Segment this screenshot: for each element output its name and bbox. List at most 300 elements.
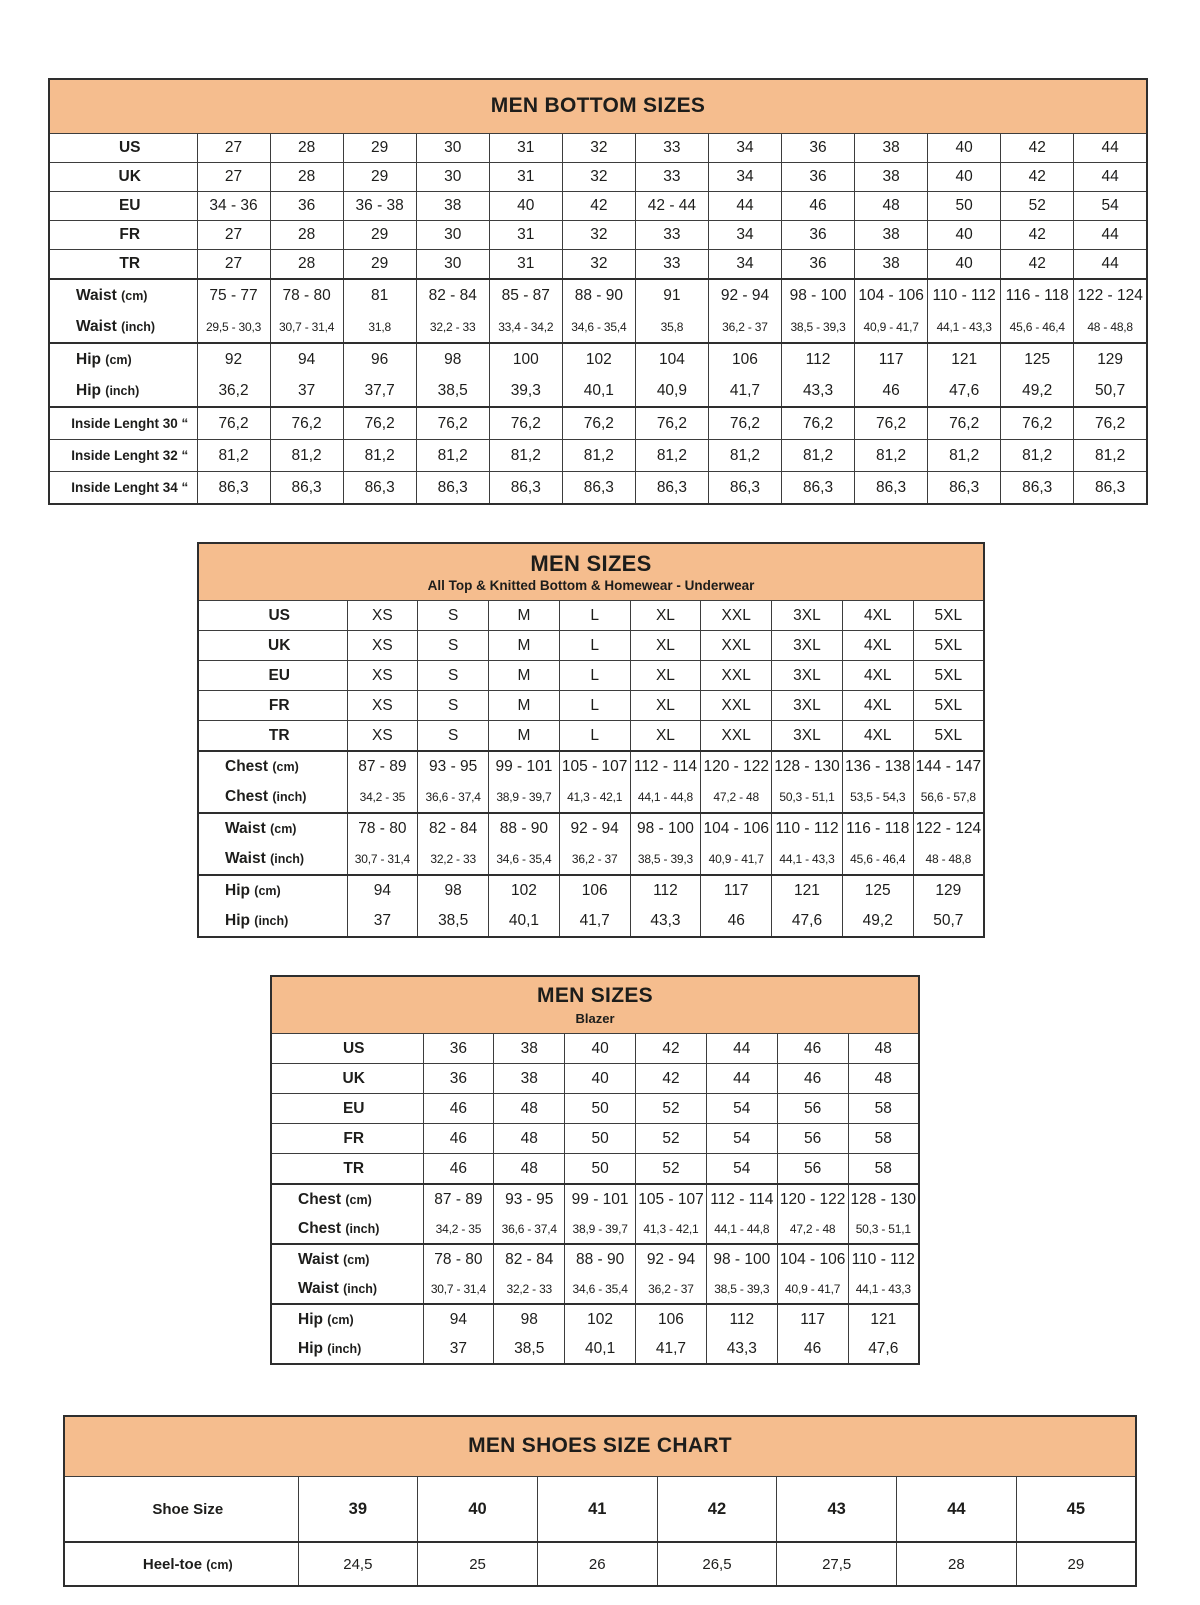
row-label <box>199 667 347 685</box>
table-cell: 38 <box>855 221 928 250</box>
table-cell: 33 <box>635 134 708 163</box>
table-cell <box>636 1304 707 1364</box>
table-cell: XL <box>630 631 701 661</box>
cell-value-bottom: 36,6 - 37,4 <box>501 1221 557 1236</box>
table-cell <box>630 813 701 875</box>
table-cell: 81,2 <box>562 440 635 472</box>
table-cell <box>197 343 270 407</box>
cell-value-bottom: 36,2 - 37 <box>571 852 618 866</box>
row-label-line-top <box>199 876 347 906</box>
row-label-text: UK <box>268 636 291 654</box>
cell-value-top: 75 - 77 <box>209 286 258 304</box>
table-cell <box>635 279 708 343</box>
row-label-line-bottom <box>272 1334 423 1363</box>
row-label <box>50 226 197 244</box>
table-cell: 4XL <box>842 661 913 691</box>
cell-value-bottom: 44,1 - 43,3 <box>779 852 835 866</box>
cell-value-top: 104 - 106 <box>858 286 924 304</box>
table-cell: 38 <box>416 192 489 221</box>
row-label-line-top <box>272 1305 423 1334</box>
table-row <box>198 751 984 813</box>
table-row <box>198 813 984 875</box>
row-label <box>50 168 197 186</box>
table-cell <box>416 343 489 407</box>
table-cell: 38 <box>855 163 928 192</box>
table-cell: XS <box>347 691 418 721</box>
table-cell: 25 <box>418 1542 538 1586</box>
cell-value-bottom: 40,1 <box>585 1339 616 1357</box>
men-shoes-size-chart <box>63 1415 1137 1587</box>
table-row <box>49 250 1147 280</box>
row-label-line-top <box>50 280 197 311</box>
cell-value-bottom: 38,9 - 39,7 <box>572 1221 628 1236</box>
table-cell: 28 <box>270 221 343 250</box>
cell-value-bottom: 40,1 <box>583 381 614 399</box>
table-cell: 46 <box>423 1154 494 1185</box>
table-cell: XS <box>347 631 418 661</box>
table-title: MEN SIZES <box>530 550 652 576</box>
table-cell: 32 <box>562 250 635 280</box>
cell-value-top: 104 - 106 <box>703 820 769 837</box>
men-sizes-blazer <box>270 975 920 1365</box>
men-shoes-size-chart-table <box>63 1415 1200 1587</box>
cell-value-top: 85 - 87 <box>501 286 550 304</box>
row-label-text: Hip <box>76 381 101 399</box>
cell-value-bottom: 47,6 <box>949 381 980 399</box>
table-cell: 5XL <box>913 661 984 691</box>
table-row <box>49 407 1147 440</box>
row-label-unit: (cm) <box>345 1192 372 1207</box>
cell-value-bottom: 43,3 <box>802 381 834 399</box>
cell-value-bottom: 38,9 - 39,7 <box>496 790 552 804</box>
row-label-cell <box>198 751 347 813</box>
cell-value-top: 78 - 80 <box>358 820 407 837</box>
table-cell: S <box>418 601 489 631</box>
row-label <box>272 1100 423 1118</box>
table-cell: 42 <box>657 1477 777 1543</box>
cell-value-top: 121 <box>951 350 978 368</box>
table-cell: XXL <box>701 721 772 752</box>
row-label-text: Waist <box>76 317 117 335</box>
table-cell: 27 <box>197 134 270 163</box>
table-cell <box>1074 343 1147 407</box>
cell-value-bottom: 32,2 - 33 <box>429 319 476 334</box>
row-label-text: Chest <box>225 758 269 775</box>
cell-value-top: 105 - 107 <box>638 1190 704 1208</box>
cell-value-top: 116 - 118 <box>1005 286 1069 304</box>
row-label-unit: (inch) <box>327 1341 362 1356</box>
table-row <box>64 1542 1136 1586</box>
cell-value-bottom: 40,9 - 41,7 <box>708 852 764 866</box>
table-cell: 50 <box>565 1094 636 1124</box>
cell-value-top: 112 <box>653 882 678 899</box>
table-cell <box>423 1244 494 1304</box>
row-label-text: Waist <box>298 1250 339 1268</box>
cell-value-top: 116 - 118 <box>846 820 910 837</box>
cell-value-top: 92 <box>224 350 243 368</box>
table-cell <box>782 279 855 343</box>
table-cell: 32 <box>562 221 635 250</box>
table-cell: 86,3 <box>343 472 416 505</box>
row-label-cell <box>198 875 347 937</box>
row-label-text: EU <box>118 197 141 214</box>
cell-value-bottom: 29,5 - 30,3 <box>205 319 262 334</box>
table-cell: 86,3 <box>197 472 270 505</box>
table-cell: XXL <box>701 661 772 691</box>
table-cell: 27 <box>197 221 270 250</box>
cell-value-bottom: 30,7 - 31,4 <box>279 319 335 334</box>
row-label <box>272 1130 423 1148</box>
table-cell: 86,3 <box>1074 472 1147 505</box>
table-cell: 52 <box>636 1124 707 1154</box>
table-cell: 58 <box>848 1094 919 1124</box>
cell-value-bottom: 36,6 - 37,4 <box>425 790 481 804</box>
table-cell: 42 <box>636 1034 707 1064</box>
table-cell: 29 <box>1016 1542 1136 1586</box>
table-cell: XXL <box>701 601 772 631</box>
table-cell <box>842 875 913 937</box>
cell-value-bottom: 44,1 - 43,3 <box>936 319 992 334</box>
table-cell: M <box>489 661 560 691</box>
row-label-text: Heel-toe <box>142 1555 203 1573</box>
table-cell: 81,2 <box>416 440 489 472</box>
cell-value-top: 110 - 112 <box>932 286 996 304</box>
table-cell: 42 <box>1001 221 1074 250</box>
table-cell: 44 <box>1074 134 1147 163</box>
row-label-cell <box>49 279 197 343</box>
cell-value-top: 100 <box>512 350 539 368</box>
cell-value-bottom: 34,6 - 35,4 <box>571 319 627 334</box>
cell-value-bottom: 44,1 - 44,8 <box>714 1221 770 1236</box>
table-cell <box>489 343 562 407</box>
table-header-band <box>49 79 1147 134</box>
table-cell <box>842 751 913 813</box>
table-cell: 38 <box>855 134 928 163</box>
table-cell: M <box>489 601 560 631</box>
table-cell: 86,3 <box>489 472 562 505</box>
cell-value-top: 129 <box>935 882 962 899</box>
table-cell: 44 <box>897 1477 1017 1543</box>
cell-value-bottom: 31,8 <box>368 319 391 334</box>
table-cell: 33 <box>635 163 708 192</box>
cell-value-bottom: 36,2 - 37 <box>722 319 768 334</box>
table-cell: 30 <box>416 163 489 192</box>
cell-value-top: 98 - 100 <box>713 1250 771 1268</box>
table-cell <box>772 875 843 937</box>
table-cell: 46 <box>782 192 855 221</box>
row-label-text: TR <box>268 726 290 744</box>
table-cell: 48 <box>494 1154 565 1185</box>
cell-value-top: 120 - 122 <box>779 1190 846 1208</box>
cell-value-top: 110 - 112 <box>775 820 839 837</box>
row-label-text: Chest <box>298 1219 342 1237</box>
table-cell: S <box>418 721 489 752</box>
row-label <box>285 1191 372 1209</box>
cell-value-bottom: 49,2 <box>862 912 893 929</box>
table-cell: 81,2 <box>343 440 416 472</box>
row-label-cell <box>198 813 347 875</box>
table-row <box>271 1184 919 1244</box>
row-label-unit: (cm) <box>327 1312 354 1327</box>
men-bottom-sizes <box>48 78 1148 505</box>
table-cell: L <box>559 601 630 631</box>
table-cell <box>1001 279 1074 343</box>
table-cell: 5XL <box>913 721 984 752</box>
table-cell: XL <box>630 721 701 752</box>
row-label <box>285 1280 377 1298</box>
cell-value-bottom: 30,7 - 31,4 <box>430 1281 487 1296</box>
table-cell: 28 <box>270 134 343 163</box>
table-cell: M <box>489 721 560 752</box>
table-cell: 76,2 <box>489 407 562 440</box>
table-cell: 52 <box>636 1094 707 1124</box>
men-sizes-top <box>197 542 985 938</box>
table-cell: 44 <box>708 192 781 221</box>
cell-value-top: 91 <box>663 286 681 304</box>
cell-value-top: 92 - 94 <box>720 286 770 304</box>
table-cell: 46 <box>423 1124 494 1154</box>
cell-value-bottom: 50,3 - 51,1 <box>855 1221 911 1236</box>
cell-value-top: 121 <box>794 882 820 899</box>
table-row <box>271 1094 919 1124</box>
table-cell: 30 <box>416 134 489 163</box>
table-title: MEN SHOES SIZE CHART <box>468 1434 732 1458</box>
table-row <box>49 134 1147 163</box>
table-cell <box>494 1244 565 1304</box>
row-label <box>63 287 147 305</box>
row-label-cell <box>271 1124 423 1154</box>
men-sizes-blazer-table <box>270 975 1200 1365</box>
row-label <box>199 607 347 625</box>
table-cell: 76,2 <box>635 407 708 440</box>
row-label <box>65 1556 298 1573</box>
table-cell: 86,3 <box>635 472 708 505</box>
table-cell <box>635 343 708 407</box>
row-label-text: Hip <box>225 912 250 929</box>
table-cell: 81,2 <box>197 440 270 472</box>
cell-value-bottom: 48 - 48,8 <box>1087 319 1133 334</box>
table-cell: 42 <box>1001 163 1074 192</box>
table-cell: 48 <box>855 192 928 221</box>
row-label-cell <box>271 1034 423 1064</box>
table-cell: 3XL <box>772 631 843 661</box>
cell-value-top: 82 - 84 <box>428 286 477 304</box>
row-label-unit: (inch) <box>270 852 305 866</box>
row-label <box>63 351 132 369</box>
row-label-text: US <box>268 606 291 624</box>
table-cell: 86,3 <box>708 472 781 505</box>
table-row <box>49 279 1147 343</box>
table-row <box>49 343 1147 407</box>
cell-value-top: 81 <box>371 286 389 304</box>
row-label-text: TR <box>119 255 141 272</box>
table-cell: 31 <box>489 134 562 163</box>
table-cell: 56 <box>777 1124 848 1154</box>
table-cell <box>270 343 343 407</box>
table-cell: 45 <box>1016 1477 1136 1543</box>
cell-value-top: 117 <box>723 882 749 899</box>
row-label-cell <box>271 1244 423 1304</box>
row-label-cell <box>198 601 347 631</box>
table-cell <box>777 1304 848 1364</box>
cell-value-top: 110 - 112 <box>851 1250 915 1268</box>
table-cell: 36 <box>782 134 855 163</box>
row-label-cell <box>198 661 347 691</box>
table-cell: 28 <box>270 163 343 192</box>
table-cell: 76,2 <box>1001 407 1074 440</box>
table-cell: 52 <box>1001 192 1074 221</box>
cell-value-top: 99 - 101 <box>571 1190 629 1208</box>
table-cell <box>706 1184 777 1244</box>
table-cell <box>559 813 630 875</box>
table-cell: 48 <box>848 1034 919 1064</box>
cell-value-top: 88 - 90 <box>574 286 623 304</box>
row-label <box>63 318 155 336</box>
row-label <box>272 1040 423 1058</box>
table-cell: 54 <box>706 1124 777 1154</box>
row-label-cell <box>198 631 347 661</box>
table-cell: 81,2 <box>782 440 855 472</box>
cell-value-top: 104 - 106 <box>779 1250 846 1268</box>
cell-value-top: 104 <box>658 350 685 368</box>
table-cell: L <box>559 691 630 721</box>
row-label-text: FR <box>343 1129 365 1147</box>
cell-value-bottom: 50,7 <box>933 912 964 929</box>
table-row <box>49 192 1147 221</box>
table-cell: 86,3 <box>562 472 635 505</box>
table-cell: 42 <box>1001 250 1074 280</box>
table-cell <box>347 813 418 875</box>
table-cell: 3XL <box>772 661 843 691</box>
cell-value-top: 106 <box>658 1310 684 1328</box>
table-cell: 27 <box>197 163 270 192</box>
row-label-text: FR <box>268 696 290 714</box>
row-label <box>272 1160 423 1178</box>
table-cell: XL <box>630 661 701 691</box>
cell-value-bottom: 43,3 <box>650 912 681 929</box>
row-label-unit: (inch) <box>254 914 289 928</box>
table-cell: 56 <box>777 1154 848 1185</box>
table-cell <box>489 279 562 343</box>
cell-value-top: 94 <box>297 350 316 368</box>
table-cell: 38 <box>494 1034 565 1064</box>
men-bottom-sizes-table <box>48 78 1200 505</box>
row-label-text: Hip <box>225 882 250 899</box>
table-cell <box>562 343 635 407</box>
table-cell <box>559 875 630 937</box>
row-label <box>212 882 281 900</box>
table-cell: 32 <box>562 163 635 192</box>
table-cell <box>708 343 781 407</box>
cell-value-top: 112 <box>729 1310 755 1328</box>
cell-value-top: 122 - 124 <box>915 820 982 837</box>
table-cell: 50 <box>565 1124 636 1154</box>
cell-value-bottom: 46 <box>727 912 745 929</box>
table-cell: 39 <box>298 1477 418 1543</box>
row-label-text: Waist <box>76 286 117 304</box>
cell-value-bottom: 40,9 <box>656 381 687 399</box>
row-label-text: Inside Lenght 32 “ <box>71 448 189 463</box>
table-cell: 3XL <box>772 721 843 752</box>
table-row <box>198 601 984 631</box>
row-label-cell <box>49 163 197 192</box>
table-cell: 44 <box>706 1034 777 1064</box>
table-cell <box>418 751 489 813</box>
row-label <box>50 416 197 431</box>
table-cell: S <box>418 631 489 661</box>
row-label <box>285 1220 379 1238</box>
table-cell: 44 <box>1074 221 1147 250</box>
cell-value-top: 94 <box>373 882 391 899</box>
table-cell: 48 <box>848 1064 919 1094</box>
table-cell <box>777 1244 848 1304</box>
row-label-unit: (cm) <box>105 352 132 367</box>
table-cell <box>347 751 418 813</box>
cell-value-bottom: 46 <box>804 1339 822 1357</box>
table-cell: 40 <box>928 163 1001 192</box>
table-cell: 36 <box>270 192 343 221</box>
table-cell: 86,3 <box>416 472 489 505</box>
row-label-text: Inside Lenght 34 “ <box>71 480 189 495</box>
table-cell: 54 <box>706 1154 777 1185</box>
cell-value-top: 82 - 84 <box>429 820 478 837</box>
table-cell: 31 <box>489 221 562 250</box>
table-row <box>271 1244 919 1304</box>
row-label <box>50 448 197 463</box>
row-label-line-bottom <box>272 1274 423 1303</box>
cell-value-top: 92 - 94 <box>570 820 619 837</box>
row-label-unit: (cm) <box>254 884 281 898</box>
table-cell <box>636 1244 707 1304</box>
table-cell: 54 <box>1074 192 1147 221</box>
table-cell: 5XL <box>913 691 984 721</box>
cell-value-bottom: 44,1 - 44,8 <box>637 790 694 804</box>
table-cell <box>418 813 489 875</box>
cell-value-bottom: 36,2 <box>218 381 249 399</box>
table-cell: 76,2 <box>1074 407 1147 440</box>
table-cell <box>494 1184 565 1244</box>
table-cell <box>1001 343 1074 407</box>
table-cell: 4XL <box>842 601 913 631</box>
table-subtitle: All Top & Knitted Bottom & Homewear - Underwear <box>427 578 755 594</box>
row-label <box>212 758 299 776</box>
cell-value-bottom: 41,7 <box>579 912 610 929</box>
table-cell: 44 <box>706 1064 777 1094</box>
table-cell <box>562 279 635 343</box>
table-cell: XL <box>630 601 701 631</box>
row-label-text: EU <box>268 666 291 684</box>
table-cell: 81,2 <box>635 440 708 472</box>
table-cell: 36 <box>423 1034 494 1064</box>
cell-value-top: 136 - 138 <box>844 758 911 775</box>
table-cell: 26,5 <box>657 1542 777 1586</box>
table-cell: XS <box>347 661 418 691</box>
table-cell: 36 <box>782 163 855 192</box>
table-cell <box>848 1184 919 1244</box>
row-label-text: Chest <box>298 1190 342 1208</box>
table-cell: 40 <box>565 1034 636 1064</box>
table-cell: 4XL <box>842 721 913 752</box>
table-cell: 38 <box>494 1064 565 1094</box>
table-cell: 3XL <box>772 601 843 631</box>
cell-value-bottom: 40,9 - 41,7 <box>863 319 919 334</box>
table-row <box>271 1154 919 1185</box>
cell-value-bottom: 34,6 - 35,4 <box>572 1281 628 1296</box>
table-header-band <box>64 1416 1136 1477</box>
cell-value-bottom: 47,2 - 48 <box>713 790 759 804</box>
cell-value-bottom: 38,5 - 39,3 <box>637 852 694 866</box>
table-cell: 3XL <box>772 691 843 721</box>
